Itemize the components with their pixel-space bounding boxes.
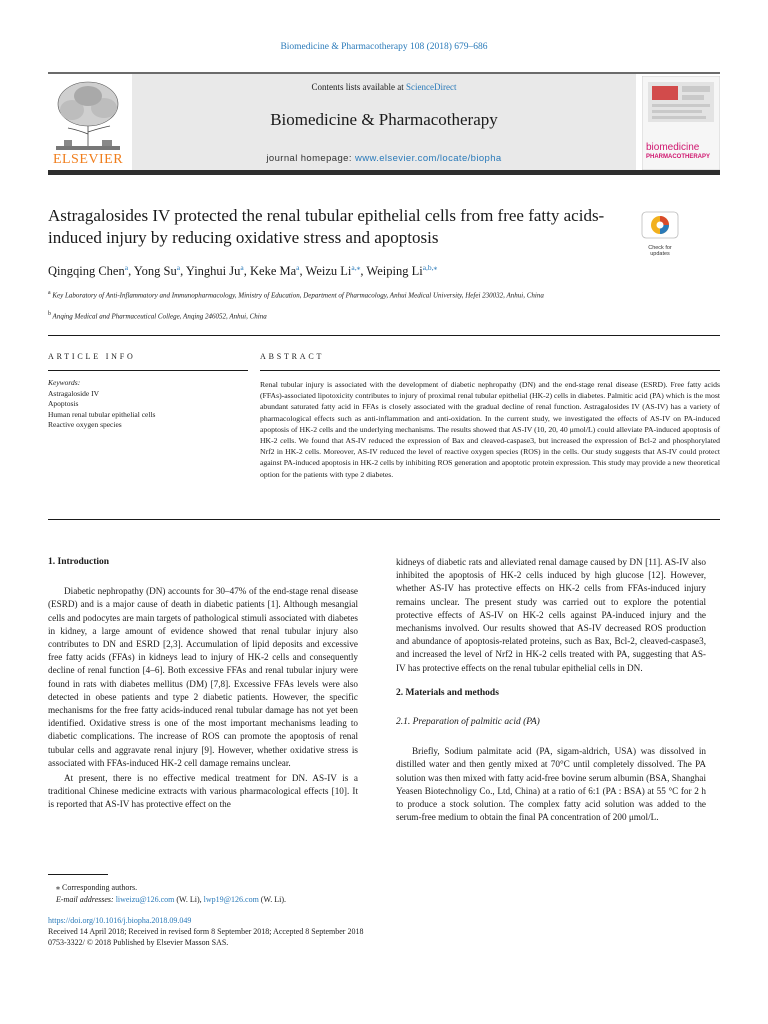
elsevier-wordmark: ELSEVIER [52,152,124,167]
keyword-item: Human renal tubular epithelial cells [48,409,156,419]
author-name[interactable]: Yinghui Ju [185,264,241,279]
article-info-rule [48,370,248,371]
keywords-label: Keywords: [48,378,81,387]
affiliation-a-text: Key Laboratory of Anti-Inflammatory and Immunopharmacology, Ministry of Education, Department of Pharmacology, Anhui Medical University, Hefei 230032, Anhui, China [52,291,544,300]
introduction-paragraph: Diabetic nephropathy (DN) accounts for 30–47% of the end-stage renal disease (ESRD) and is a major cause of death in diabetic patients [1]. Although mesangial cells and podocytes are main targets of pathological stimuli associated with diabetes in kidney, a large amount of evidence showed that renal tubular injury also contributes to DN and ESRD [2,3]. Accumulation of lipid deposits and excessive free fatty acids (FFAs) in kidneys lead to injury of HK-2 cells and consequently decline of renal function [4–6]. Both excessive FFAs and renal tubular injury were found in rats with diabetes mellitus (DM) [7,8]. Excessive FFAs levels were also detected in obese patients and type 2 diabetic patients. However, the specific mechanisms for the free fatty acids-induced renal tubular damage has not yet been identified. Oxidative stress is one of the most important mechanisms leading to diabetic complications. The increase of ROS can promote the apoptosis of renal tubular cells and aggravate renal injury [9]. However, whether oxidative stress is associated with FFAs-induced HK-2 cell damage remains unclear. [48,586,358,768]
introduction-heading: 1. Introduction [48,557,110,567]
affiliation-b: $^b$ Anqing Medical and Pharmaceutical College, Anqing 246052, Anhui, China [48,311,267,321]
article-info-heading: ARTICLE INFO [48,352,136,361]
author-affiliation-mark[interactable]: a [176,263,181,272]
contents-prefix: Contents lists available at [311,82,406,92]
author-name[interactable]: Yong Su [133,264,177,279]
affiliation-b-text: Anqing Medical and Pharmaceutical College, Anqing 246052, Anhui, China [52,312,267,321]
elsevier-logo [50,76,126,168]
article-meta [48,915,548,948]
author-affiliation-mark[interactable]: a [240,263,244,272]
check-updates-icon [640,210,680,240]
journal-cover-thumbnail[interactable] [642,76,720,170]
methods-subheading: 2.1. Preparation of palmitic acid (PA) [396,717,540,728]
check-for-updates-badge[interactable] [640,210,680,256]
article-title: Astragalosides IV protected the renal tubular epithelial cells from free fatty acids-induced injury by reducing oxidative stress and apoptosis [48,206,605,247]
abstract-rule [260,370,720,371]
cover-title-1: biomedicine [646,142,700,153]
author-list: Qingqing Chen$^a$, Yong Su$^a$, Yinghui Ju$^a$, Keke Ma$^a$, Weizu $Li^{a,⁎}$, Weiping $Li^{a,b,⁎}$ [48,263,438,279]
author-affiliation-mark[interactable]: a [124,263,129,272]
email-suffix: (W. Li). [258,895,287,904]
affiliation-a: $^a$ Key Laboratory of Anti-Inflammatory and Immunopharmacology, Ministry of Education, Department of Pharmacology, Anhui Medical University, Hefei 230032, Anhui, China [48,290,544,300]
footnote-block [48,882,378,906]
email-suffix: (W. Li), [174,895,204,904]
abstract-heading: ABSTRACT [260,352,325,361]
doi-link[interactable]: https://doi.org/10.1016/j.biopha.2018.09.049 [48,916,192,925]
author-affiliation-mark[interactable]: a [296,263,300,272]
methods-heading: 2. Materials and methods [396,687,499,698]
author-name[interactable]: Qingqing Chen [48,264,125,279]
abstract-bottom-rule [48,519,720,520]
homepage-label: journal homepage: [266,153,355,164]
email-link[interactable]: lwp19@126.com [203,895,259,904]
section-divider [48,335,720,336]
abstract-text: Renal tubular injury is associated with the development of diabetic nephropathy (DN) and the end-stage renal disease (ESRD). Free fatty acids (FFAs)-associated lipotoxicity contributes to injury of proximal renal tubular epithelial (HK-2) cells in diabetes. Palmitic acid (PA) which is the most abundant saturated fatty acid in FFAs is closely associated with the gradual decline of renal function. Astragalosides IV (AS-IV) has a variety of pharmacological effects such as anti-inflammation and anti-oxidation. In the current study, we investigated the effects of AS-IV on PA-induced apoptosis of HK-2 cells and the underlying mechanisms. The results showed that AS-IV (10, 20, 40 μmol/L) could alleviate PA-induced apoptosis of HK-2 cells. We found that AS-IV reduced the expression of Bax and cleaved-caspase3, but increased the expression of Bcl-2 and phosphorylated Nrf2 in HK-2 cells. Moreover, AS-IV reduced the level of reactive oxygen species (ROS) in the cells. Our study suggests that AS-IV could protect against PA-induced apoptosis in HK-2 cells by inhibiting ROS generation and apoptotic protein expression. This study may provide a new theoretical option for the patients with type 2 diabetes. [260,380,720,479]
email-link[interactable]: liweizu@126.com [115,895,175,904]
footnote-rule [48,874,108,875]
body-right-column [396,556,706,826]
author-affiliation-mark[interactable]: a,⁎ [351,263,361,272]
methods-paragraph: Briefly, Sodium palmitate acid (PA, sigam-aldrich, USA) was dissolved in distilled water and then gently mixed at 70°C until completely dissolved. The PA solution was then mixed with fatty acid-free bovine serum albumin (BSA, Shanghai Yeasen Biotechnoligy Co., Ltd, China) at a ratio of 6:1 (PA : BSA) at 55 °C for 2 h to produce a stock solution. The complex fatty acid solution was added to the serum-free medium to obtain the final PA concentration of 200 μmol/L. [396,746,706,823]
email-line [48,894,378,906]
journal-title: Biomedicine & Pharmacotherapy [270,110,498,129]
email-label: E-mail addresses: [56,895,116,904]
copyright-line: 0753-3322/ © 2018 Published by Elsevier Masson SAS. [48,938,229,947]
corresponding-note: ⁎ Corresponding authors. [56,883,138,892]
author-name[interactable]: Keke Ma [250,264,297,279]
journal-reference-link[interactable]: Biomedicine & Pharmacotherapy 108 (2018) 679–686 [280,42,488,52]
check-updates-label: Check for updates [648,245,672,257]
body-left-column [48,556,358,814]
author-affiliation-mark[interactable]: a,b,⁎ [422,263,438,272]
keywords-block [48,378,248,431]
journal-masthead [48,72,720,175]
introduction-paragraph-continued: kidneys of diabetic rats and alleviated renal damage caused by DN [11]. AS-IV also inhibited the apoptosis of HK-2 cells induced by high glucose [12]. However, whether AS-IV has protective effects on HK-2 cells from FFAs-induced injury remains unclear. The present study was carried out to explore the potential protective effects of AS-IV on HK-2 cells against PA-induced injury and the mechanisms involved. Our results showed that AS-IV decreased ROS production and abundance of apoptosis-related proteins, such as Bax, Bcl-2, cleaved-caspase3, and increased the level of Nrf2 in HK-2 cells treated with PA, suggesting that AS-IV has protective effects on the renal tubular epithelial cells in DN. [396,557,706,673]
homepage-link[interactable]: www.elsevier.com/locate/biopha [354,153,502,164]
received-dates: Received 14 April 2018; Received in revised form 8 September 2018; Accepted 8 September 2018 [48,927,364,936]
keyword-item: Reactive oxygen species [48,420,122,429]
sciencedirect-link[interactable]: ScienceDirect [406,82,457,92]
author-name[interactable]: Weizu Li [305,264,352,279]
cover-title-2: PHARMACOTHERAPY [646,154,711,160]
introduction-paragraph: At present, there is no effective medical treatment for DN. AS-IV is a traditional Chinese medicine extracts with various pharmacological effects [10]. It is reported that AS-IV has protective effect on the [48,773,358,810]
keyword-item: Apoptosis [48,399,79,408]
author-name[interactable]: Weiping Li [366,264,423,279]
keyword-item: Astragaloside IV [48,388,100,398]
journal-homepage [132,153,636,164]
masthead-center [132,74,636,170]
contents-line [132,82,636,92]
